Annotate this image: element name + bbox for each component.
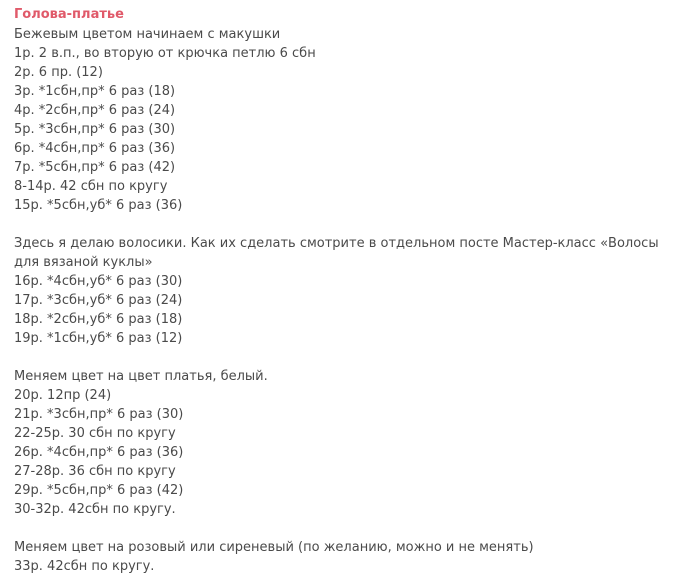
hair-note: Здесь я делаю волосики. Как их сделать смотрите в отдельном посте Мастер-класс «Волосы для вязаной куклы» xyxy=(14,236,659,270)
pink-color-note: Меняем цвет на розовый или сиреневый (по желанию, можно и не менять) xyxy=(14,540,534,555)
pattern-row: 8-14р. 42 сбн по кругу xyxy=(14,179,168,194)
intro-section xyxy=(14,25,670,215)
pattern-row: 16р. *4сбн,уб* 6 раз (30) xyxy=(14,274,183,289)
pattern-row: 22-25р. 30 сбн по кругу xyxy=(14,426,176,441)
dress-section xyxy=(14,386,670,519)
pattern-line: Бежевым цветом начинаем с макушки xyxy=(14,27,281,42)
pattern-row: 7р. *5сбн,пр* 6 раз (42) xyxy=(14,160,176,175)
pattern-row: 21р. *3сбн,пр* 6 раз (30) xyxy=(14,407,184,422)
pattern-row: 15р. *5сбн,уб* 6 раз (36) xyxy=(14,198,183,213)
pattern-row: 19р. *1сбн,уб* 6 раз (12) xyxy=(14,331,183,346)
pattern-row: 26р. *4сбн,пр* 6 раз (36) xyxy=(14,445,184,460)
dress-color-note: Меняем цвет на цвет платья, белый. xyxy=(14,369,268,384)
paragraph-gap xyxy=(14,519,670,538)
pattern-row: 20р. 12пр (24) xyxy=(14,388,112,403)
pattern-row: 2р. 6 пр. (12) xyxy=(14,65,103,80)
pattern-row: 30-32р. 42сбн по кругу. xyxy=(14,502,176,517)
last-section xyxy=(14,557,670,576)
pattern-row: 3р. *1сбн,пр* 6 раз (18) xyxy=(14,84,176,99)
pattern-row: 17р. *3сбн,уб* 6 раз (24) xyxy=(14,293,183,308)
pattern-post xyxy=(14,5,670,576)
pattern-row: 1р. 2 в.п., во вторую от крючка петлю 6 сбн xyxy=(14,46,316,61)
pattern-row: 4р. *2сбн,пр* 6 раз (24) xyxy=(14,103,176,118)
pattern-row: 29р. *5сбн,пр* 6 раз (42) xyxy=(14,483,184,498)
pattern-row: 27-28р. 36 сбн по кругу xyxy=(14,464,176,479)
pattern-row: 33р. 42сбн по кругу. xyxy=(14,559,155,574)
pattern-row: 6р. *4сбн,пр* 6 раз (36) xyxy=(14,141,176,156)
pattern-title: Голова-платье xyxy=(14,7,124,22)
pattern-row: 5р. *3сбн,пр* 6 раз (30) xyxy=(14,122,176,137)
decrease-section xyxy=(14,272,670,348)
paragraph-gap xyxy=(14,215,670,234)
pattern-row: 18р. *2сбн,уб* 6 раз (18) xyxy=(14,312,183,327)
paragraph-gap xyxy=(14,348,670,367)
